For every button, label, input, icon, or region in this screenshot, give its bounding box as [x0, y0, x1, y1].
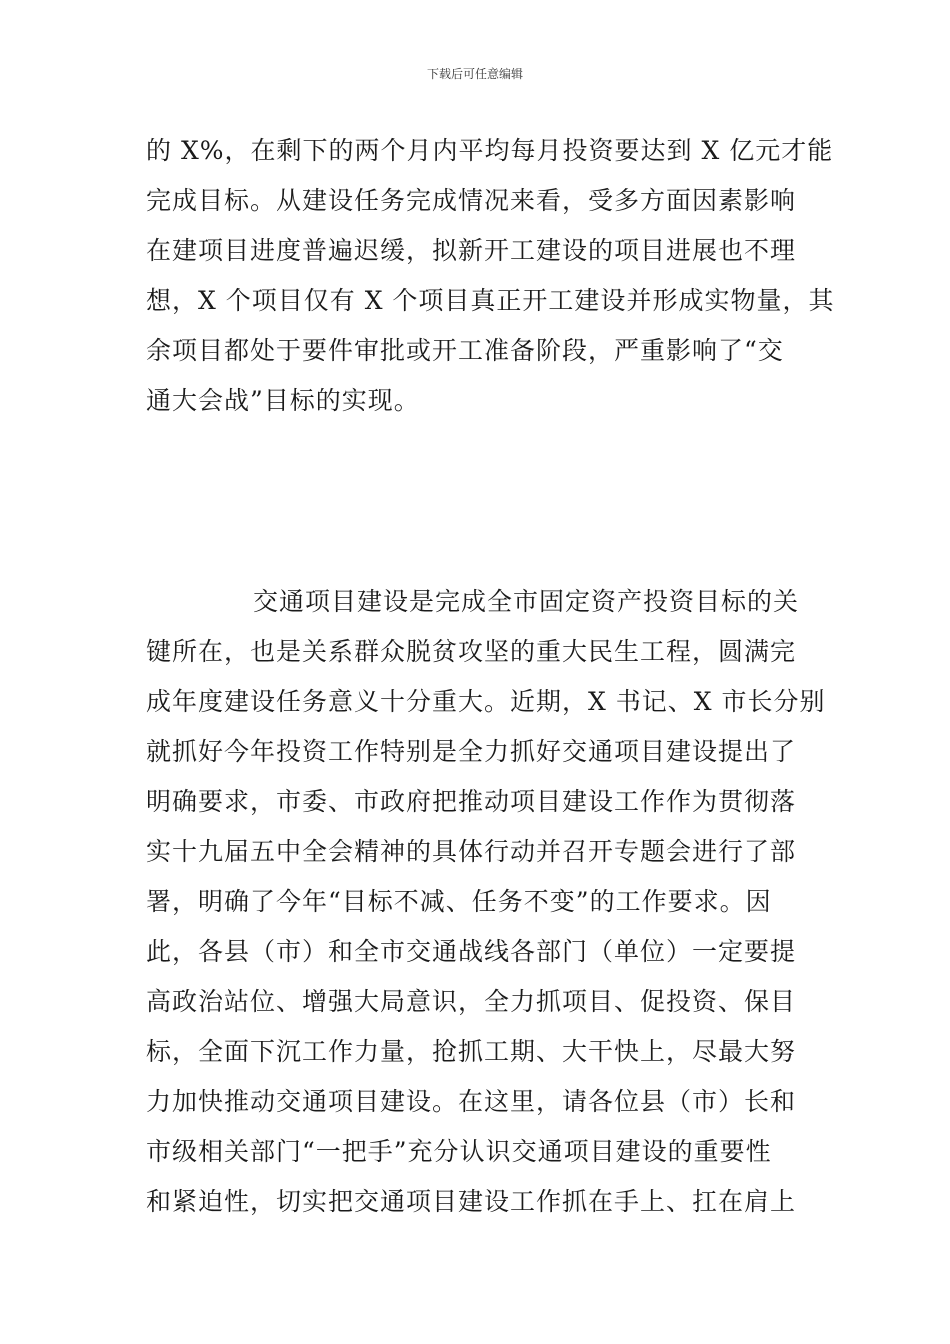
paragraph-1-line: 余项目都处于要件审批或开工准备阶段，严重影响了“交	[146, 336, 784, 365]
paragraph-2-line: 标，全面下沉工作力量，抢抓工期、大干快上，尽最大努	[146, 1037, 797, 1066]
paragraph-1	[146, 126, 835, 426]
paragraph-2-line: 明确要求，市委、市政府把推动项目建设工作作为贯彻落	[146, 787, 797, 816]
paragraph-2-line: 和紧迫性，切实把交通项目建设工作抓在手上、扛在肩上	[146, 1187, 797, 1216]
paragraph-2-first-line: 交通项目建设是完成全市固定资产投资目标的关	[253, 587, 800, 616]
paragraph-2-line: 就抓好今年投资工作特别是全力抓好交通项目建设提出了	[146, 737, 797, 766]
paragraph-1-line: 在建项目进度普遍迟缓，拟新开工建设的项目进展也不理	[146, 236, 797, 265]
paragraph-1-line: 想，X 个项目仅有 X 个项目真正开工建设并形成实物量，其	[146, 286, 835, 315]
paragraph-2-line: 成年度建设任务意义十分重大。近期，X 书记、X 市长分别	[146, 687, 826, 716]
paragraph-2-line: 此，各县（市）和全市交通战线各部门（单位）一定要提	[146, 937, 797, 966]
paragraph-2	[146, 577, 826, 1227]
paragraph-2-line: 实十九届五中全会精神的具体行动并召开专题会进行了部	[146, 837, 797, 866]
paragraph-2-line: 署，明确了今年“目标不减、任务不变”的工作要求。因	[146, 887, 772, 916]
paragraph-1-line: 完成目标。从建设任务完成情况来看，受多方面因素影响	[146, 186, 797, 215]
paragraph-2-line: 高政治站位、增强大局意识，全力抓项目、促投资、保目	[146, 987, 797, 1016]
paragraph-2-line: 键所在，也是关系群众脱贫攻坚的重大民生工程，圆满完	[146, 637, 797, 666]
paragraph-1-line: 的 X%，在剩下的两个月内平均每月投资要达到 X 亿元才能	[146, 136, 834, 165]
paragraph-2-line: 力加快推动交通项目建设。在这里，请各位县（市）长和	[146, 1087, 797, 1116]
paragraph-1-line: 通大会战”目标的实现。	[146, 386, 420, 415]
page-header-note: 下载后可任意编辑	[426, 67, 523, 81]
paragraph-2-line: 市级相关部门“一把手”充分认识交通项目建设的重要性	[146, 1137, 772, 1166]
